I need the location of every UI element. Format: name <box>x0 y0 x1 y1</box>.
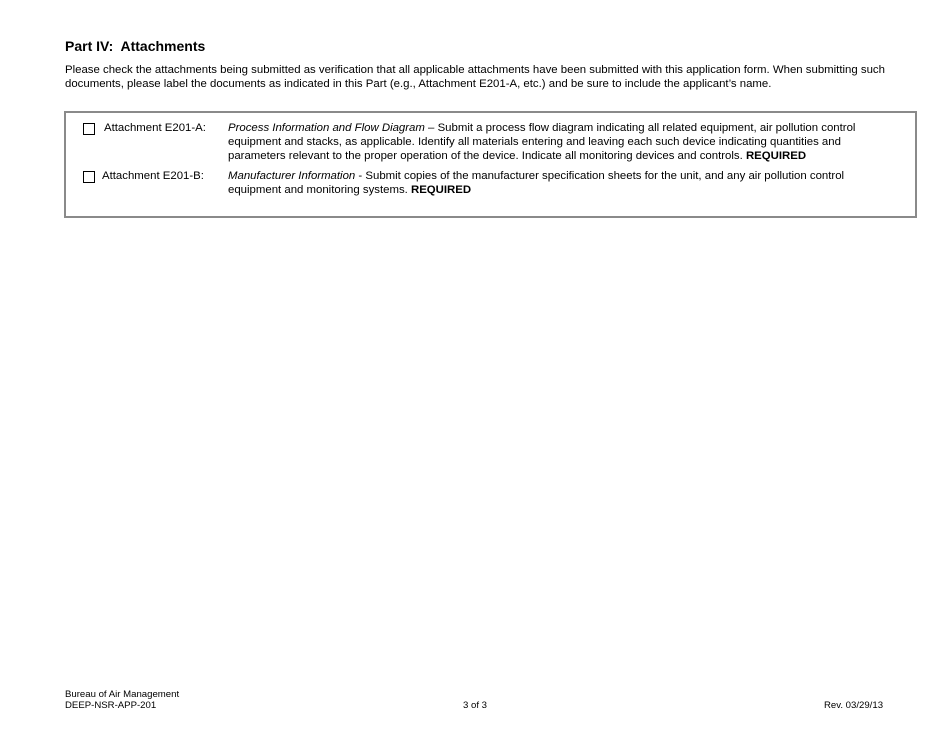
footer-bureau: Bureau of Air Management <box>65 689 180 700</box>
attachment-e201-a-required: REQUIRED <box>745 150 807 162</box>
attachment-e201-a-label: Attachment E201-A: <box>104 122 206 134</box>
part-intro-text: Please check the attachments being submitted as verification that all applicable attachments have been submitted with this application form. When submitting such documents, please label the documents as indicated in this Part (e.g., Attachment E201-A, etc.) and be sure to include the applicant’s name. <box>65 64 885 90</box>
footer-page-number: 3 of 3 <box>463 700 488 711</box>
attachment-e201-b-separator: - <box>355 170 366 182</box>
part-heading: Part IV: Attachments <box>65 38 206 54</box>
footer-revision: Rev. 03/29/13 <box>824 700 884 711</box>
attachment-e201-b-title: Manufacturer Information <box>228 170 356 182</box>
attachment-e201-b-label: Attachment E201-B: <box>102 170 204 182</box>
attachment-e201-b-required: REQUIRED <box>410 184 472 196</box>
footer-form-id: DEEP-NSR-APP-201 <box>65 700 157 711</box>
attachment-e201-b-description <box>228 169 898 197</box>
attachment-e201-b-text: Submit copies of the manufacturer specification sheets for the unit, and any air pollution control equipment and monitoring systems. <box>228 170 845 196</box>
attachment-e201-a-text: Submit a process flow diagram indicating all related equipment, air pollution control equipment and stacks, as applicable. Identify all materials entering and leaving each such device indicating quantities and parameters relevant to the proper operation of the device. Indicate all monitoring devices and controls. <box>228 122 856 162</box>
attachments-box <box>64 111 917 218</box>
attachment-e201-a-title: Process Information and Flow Diagram <box>228 122 425 134</box>
attachment-e201-a-separator: – <box>424 122 438 134</box>
attachment-e201-a-checkbox[interactable] <box>83 123 95 135</box>
attachment-e201-b-checkbox[interactable] <box>83 171 95 183</box>
footer-left <box>65 689 179 711</box>
attachment-e201-a-description <box>228 121 898 163</box>
